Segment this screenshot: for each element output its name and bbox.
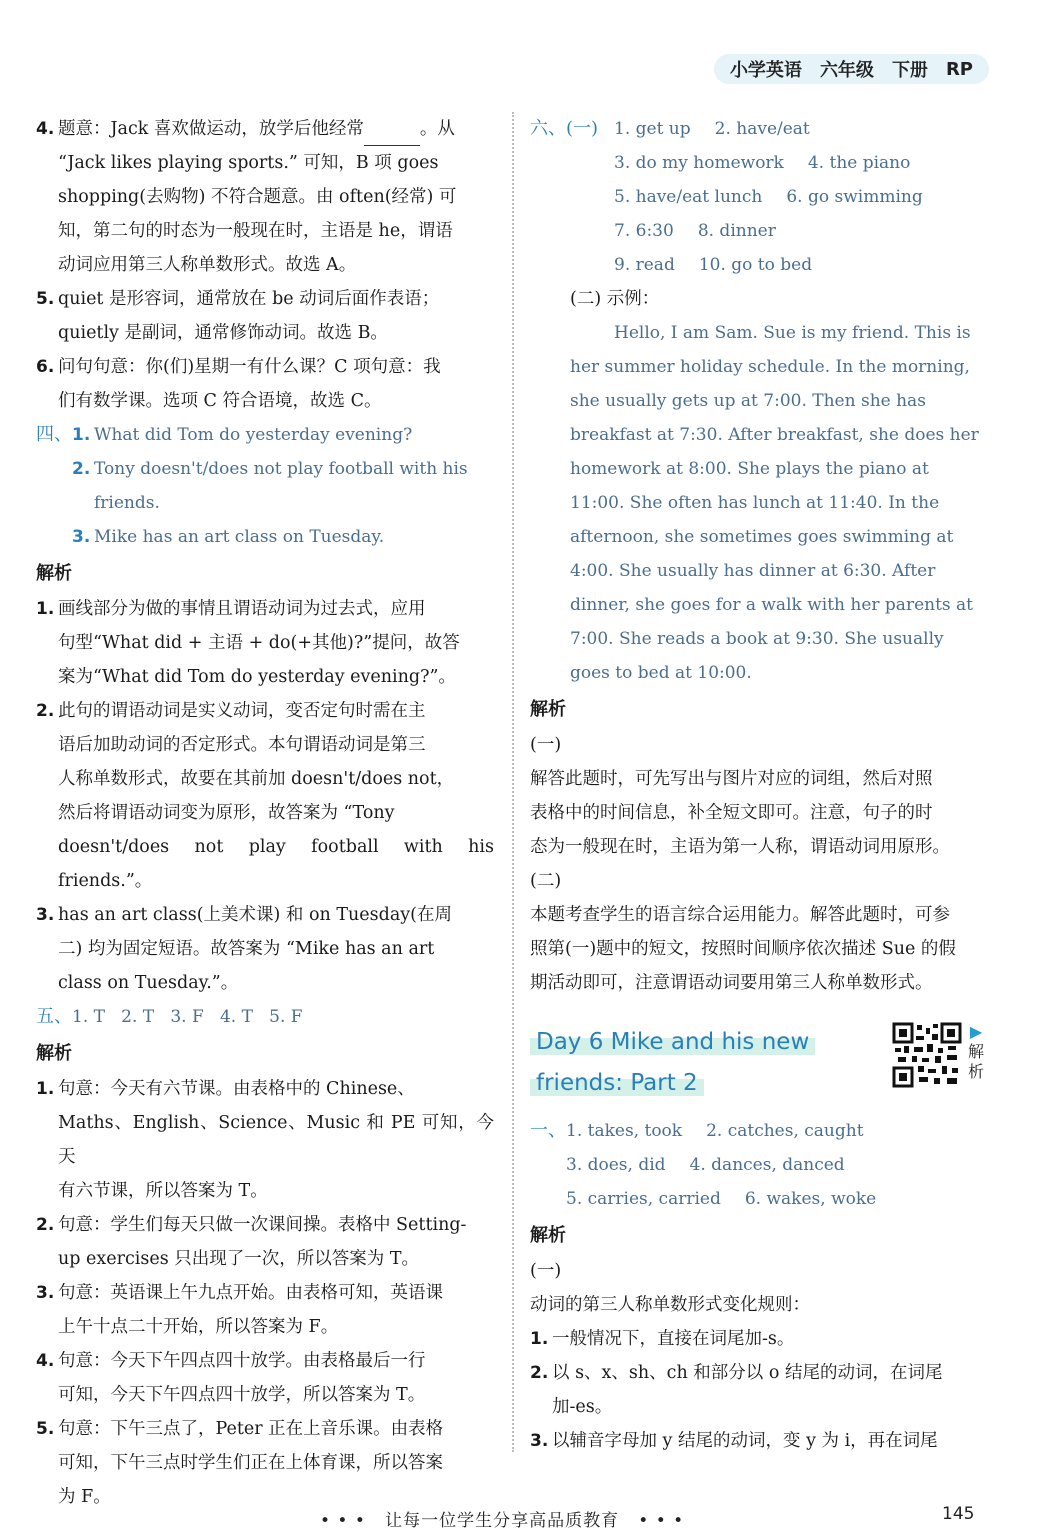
qr-code-icon[interactable] (892, 1022, 962, 1088)
text-line: 可知，今天下午四点四十放学，所以答案为 T。 (58, 1385, 426, 1405)
column-divider (512, 112, 514, 1452)
essay-line: 7:00. She reads a book at 9:30. She usually (570, 629, 944, 649)
text-line: 此句的谓语动词是实义动词，变否定句时需在主 (58, 701, 426, 721)
jiexi-heading: 解析 (36, 563, 72, 584)
jiexi-heading: 解析 (530, 1225, 566, 1246)
essay-line: afternoon, she sometimes goes swimming at (570, 527, 954, 547)
text-line: 句意：今天有六节课。由表格中的 Chinese、 (58, 1079, 415, 1099)
play-icon: ▶ (969, 1022, 983, 1041)
text-line: up exercises 只出现了一次，所以答案为 T。 (58, 1249, 419, 1269)
essay-line: goes to bed at 10:00. (570, 663, 752, 683)
q4-line: 知，第二句的时态为一般现在时，主语是 he，谓语 (58, 221, 453, 241)
text-line: 人称单数形式，故要在其前加 doesn't/does not， (58, 769, 455, 789)
essay-line: she usually gets up at 7:00. Then she has (570, 391, 926, 411)
qr-label (966, 1022, 986, 1082)
part-2-label: (二) 示例： (570, 289, 660, 309)
header-grade: 六年级 (819, 60, 874, 81)
item-number: 2. (72, 459, 91, 479)
f-explanation-5 (36, 1412, 494, 1514)
qr-code-block[interactable] (892, 1022, 986, 1088)
item-number: 2. (36, 1215, 55, 1235)
essay-line: breakfast at 7:30. After breakfast, she does her (570, 425, 979, 445)
explanation-2 (36, 694, 494, 898)
rules-intro: 动词的第三人称单数形式变化规则： (530, 1295, 810, 1315)
day-title (530, 1022, 815, 1104)
text-line: 有六节课，所以答案为 T。 (58, 1181, 268, 1201)
text-line: 可知，下午三点时学生们正在上体育课，所以答案 (58, 1453, 443, 1473)
page-number: 145 (942, 1504, 975, 1524)
text-line: Maths、English、Science、Music 和 PE 可知，今天 (58, 1113, 494, 1167)
section-4 (36, 418, 494, 554)
section-6 (530, 112, 992, 282)
part-label: (二) (530, 871, 562, 891)
part-label: (一) (530, 735, 562, 755)
f-explanation-2 (36, 1208, 494, 1276)
jiexi-heading: 解析 (36, 1043, 72, 1064)
essay-line: 4:00. She usually has dinner at 6:30. After (570, 561, 936, 581)
item-number: 1. (530, 1329, 549, 1349)
text-line: 句意：下午三点了，Peter 正在上音乐课。由表格 (58, 1419, 444, 1439)
q5-number: 5. (36, 289, 55, 309)
answer-line: friends. (94, 493, 160, 513)
text-line: 句型“What did + 主语 + do(+其他)?”提问，故答 (58, 633, 460, 653)
item-number: 3. (72, 527, 91, 547)
text-line: class on Tuesday.”。 (58, 973, 239, 993)
question-4 (36, 112, 494, 282)
essay-line: 11:00. She often has lunch at 11:40. In the (570, 493, 940, 513)
item-number: 1. (36, 1079, 55, 1099)
q4-line-0: 题意：Jack 喜欢做运动，放学后他经常 。从 (58, 112, 456, 146)
q5-line: quiet 是形容词，通常放在 be 动词后面作表语； (58, 289, 440, 309)
answer-row: 5. have/eat lunch 6. go swimming (614, 187, 923, 207)
f-explanation-3 (36, 1276, 494, 1344)
answer-line: Tony doesn't/does not play football with his (94, 459, 468, 479)
text-line: 句意：学生们每天只做一次课间操。表格中 Setting- (58, 1215, 467, 1235)
rule-3 (530, 1424, 992, 1458)
rule-2 (530, 1356, 992, 1424)
section-1 (530, 1114, 992, 1216)
essay-line: dinner, she goes for a walk with her parents at (570, 595, 974, 615)
answer-line: Mike has an art class on Tuesday. (94, 527, 385, 547)
q6-number: 6. (36, 357, 55, 377)
item-number: 3. (530, 1431, 549, 1451)
f-explanation-1 (36, 1072, 494, 1208)
text-line: 一般情况下，直接在词尾加-s。 (552, 1329, 795, 1349)
day-title-line: Day 6 Mike and his new (530, 1029, 815, 1055)
section-5-label: 五、 (36, 1006, 72, 1027)
item-number: 5. (36, 1419, 55, 1439)
sample-essay (530, 316, 992, 690)
answer-blank (364, 127, 420, 146)
day-6-banner (530, 1022, 992, 1104)
header-subject: 小学英语 (729, 60, 802, 81)
q4-line: 动词应用第三人称单数形式。故选 A。 (58, 255, 357, 275)
item-number: 1. (72, 425, 91, 445)
answer-row: 9. read 10. go to bed (614, 255, 813, 275)
q4-line: shopping(去购物) 不符合题意。由 often(经常) 可 (58, 187, 457, 207)
text-line: 二) 均为固定短语。故答案为 “Mike has an art (58, 939, 435, 959)
jiexi-heading: 解析 (530, 699, 566, 720)
q6-line: 问句句意：你(们)星期一有什么课？C 项句意：我 (58, 357, 441, 377)
essay-line: her summer holiday schedule. In the morning, (570, 357, 970, 377)
left-column (36, 112, 494, 1514)
text-line: 解答此题时，可先写出与图片对应的词组，然后对照 (530, 769, 933, 789)
text-line: 照第(一)题中的短文，按照时间顺序依次描述 Sue 的假 (530, 939, 956, 959)
section-1-label: 一、 (530, 1120, 566, 1141)
explanation-3 (36, 898, 494, 1000)
section-5-answers: 1. T 2. T 3. F 4. T 5. F (72, 1007, 303, 1027)
text-line: 句意：英语课上午九点开始。由表格可知，英语课 (58, 1283, 443, 1303)
item-number: 3. (36, 905, 55, 925)
text-line: 为 F。 (58, 1487, 111, 1507)
text-line: 句意：今天下午四点四十放学。由表格最后一行 (58, 1351, 426, 1371)
header-edition: RP (945, 58, 973, 80)
text-line: 以辅音字母加 y 结尾的动词，变 y 为 i，再在词尾 (552, 1431, 938, 1451)
text-line: 期活动即可，注意谓语动词要用第三人称单数形式。 (530, 973, 933, 993)
section-4-item (72, 520, 468, 554)
section-6-label: 六、(一) (530, 118, 599, 139)
text-line: has an art class(上美术课) 和 on Tuesday(在周 (58, 905, 452, 925)
answer-row: 7. 6:30 8. dinner (614, 221, 776, 241)
answer-line: What did Tom do yesterday evening? (94, 425, 413, 445)
q4-line: “Jack likes playing sports.” 可知，B 项 goes (58, 153, 439, 173)
item-number: 4. (36, 1351, 55, 1371)
item-number: 2. (530, 1363, 549, 1383)
answer-row: 5. carries, carried 6. wakes, woke (566, 1189, 877, 1209)
item-number: 3. (36, 1283, 55, 1303)
answer-row: 1. takes, took 2. catches, caught (566, 1121, 864, 1141)
text-line: 加-es。 (552, 1397, 613, 1417)
page-header (714, 54, 989, 84)
qr-label-text: 解析 (967, 1042, 984, 1081)
question-6 (36, 350, 494, 418)
essay-line: homework at 8:00. She plays the piano at (570, 459, 929, 479)
item-number: 1. (36, 599, 55, 619)
text-line: 上午十点二十开始，所以答案为 F。 (58, 1317, 339, 1337)
text-line: doesn't/does not play football with his friends.”。 (58, 837, 494, 891)
text-line: 语后加助动词的否定形式。本句谓语动词是第三 (58, 735, 426, 755)
essay-line: Hello, I am Sam. Sue is my friend. This is (614, 323, 971, 343)
rule-1 (530, 1322, 992, 1356)
answer-row: 3. does, did 4. dances, danced (566, 1155, 845, 1175)
right-column (530, 112, 992, 1458)
day-title-line: friends: Part 2 (530, 1070, 704, 1096)
text-line: 态为一般现在时，主语为第一人称，谓语动词用原形。 (530, 837, 950, 857)
part-label: (一) (530, 1261, 562, 1281)
text-line: 然后将谓语动词变为原形，故答案为 “Tony (58, 803, 395, 823)
q5-line: quietly 是副词，通常修饰动词。故选 B。 (58, 323, 388, 343)
section-4-item (72, 452, 468, 520)
question-5 (36, 282, 494, 350)
header-volume: 下册 (891, 60, 928, 81)
footer-slogan: • • • 让每一位学生分享高品质教育 • • • (320, 1511, 685, 1531)
text-line: 案为“What did Tom do yesterday evening?”。 (58, 667, 456, 687)
text-line: 画线部分为做的事情且谓语动词为过去式，应用 (58, 599, 426, 619)
text-line: 以 s、x、sh、ch 和部分以 o 结尾的动词，在词尾 (552, 1363, 943, 1383)
q6-line: 们有数学课。选项 C 符合语境，故选 C。 (58, 391, 382, 411)
q4-number: 4. (36, 119, 55, 139)
answer-row: 1. get up 2. have/eat (614, 119, 810, 139)
explanation-1 (36, 592, 494, 694)
section-4-item (72, 418, 468, 452)
text-line: 表格中的时间信息，补全短文即可。注意，句子的时 (530, 803, 933, 823)
item-number: 2. (36, 701, 55, 721)
text-line: 本题考查学生的语言综合运用能力。解答此题时，可参 (530, 905, 950, 925)
f-explanation-4 (36, 1344, 494, 1412)
section-5 (36, 1000, 494, 1034)
section-4-label: 四、 (36, 424, 72, 445)
answer-row: 3. do my homework 4. the piano (614, 153, 911, 173)
